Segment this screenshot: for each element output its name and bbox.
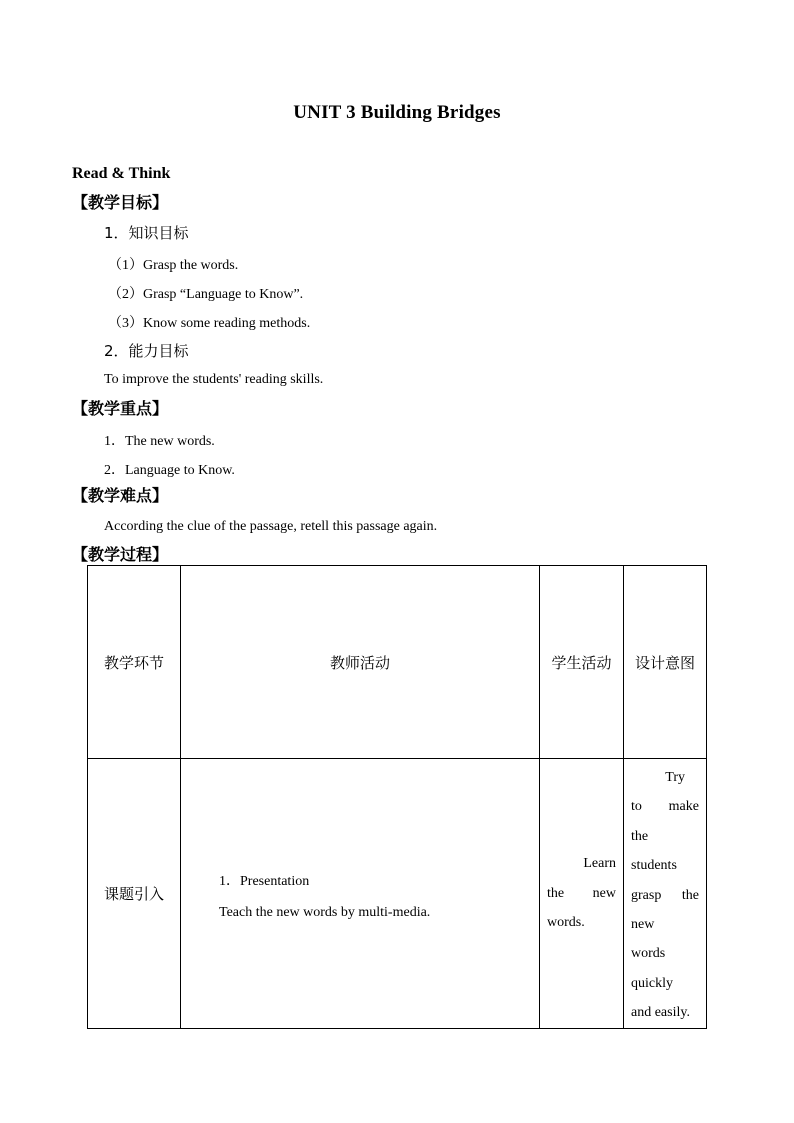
purpose-line: new [631,917,655,933]
purpose-line: the [631,828,649,844]
column-header-student-activity: 学生活动 [540,566,624,759]
column-header-design-purpose: 设计意图 [624,566,707,759]
teacher-activity-cell [181,759,540,1029]
stage-cell: 课题引入 [88,759,181,1029]
design-purpose-cell [624,759,707,1029]
section-header-key-points: 【教学重点】 [72,399,169,418]
student-activity-line: the new [547,885,616,901]
teacher-activity-line: Teach the new words by multi-media. [219,905,431,921]
section-header-objectives: 【教学目标】 [72,193,169,212]
purpose-line: Try [665,770,685,785]
lesson-subtitle: Read & Think [72,165,171,182]
purpose-line: students [631,858,677,874]
section-header-process: 【教学过程】 [72,545,169,564]
teacher-activity-line: 1．Presentation [219,874,310,890]
objective-item: （1）Grasp the words. [108,258,239,273]
column-header-teacher-activity: 教师活动 [181,566,540,759]
key-point-item: 1．The new words. [104,434,215,449]
document-title: UNIT 3 Building Bridges [293,102,501,123]
purpose-line: quickly [631,975,673,991]
student-activity-line: words. [547,915,585,931]
student-activity-cell [540,759,624,1029]
objective-item: （3）Know some reading methods. [108,316,311,331]
difficulty-text: According the clue of the passage, retell this passage again. [104,519,438,534]
student-activity-line: Learn [583,856,616,872]
purpose-line: and easily. [631,1005,690,1021]
purpose-line: to make [631,799,699,815]
knowledge-objective-heading: 1．知识目标 [104,224,189,242]
key-point-item: 2．Language to Know. [104,463,235,478]
purpose-line: words [631,946,666,962]
section-header-difficulties: 【教学难点】 [72,486,169,505]
purpose-line: grasp the [631,887,699,903]
column-header-stage: 教学环节 [88,566,181,759]
table-header-row [88,566,707,759]
objective-item: （2）Grasp “Language to Know”. [108,287,304,302]
ability-objective-heading: 2．能力目标 [104,342,189,360]
process-table [87,565,707,1029]
table-row [88,759,707,1029]
ability-objective-text: To improve the students' reading skills. [104,372,324,387]
